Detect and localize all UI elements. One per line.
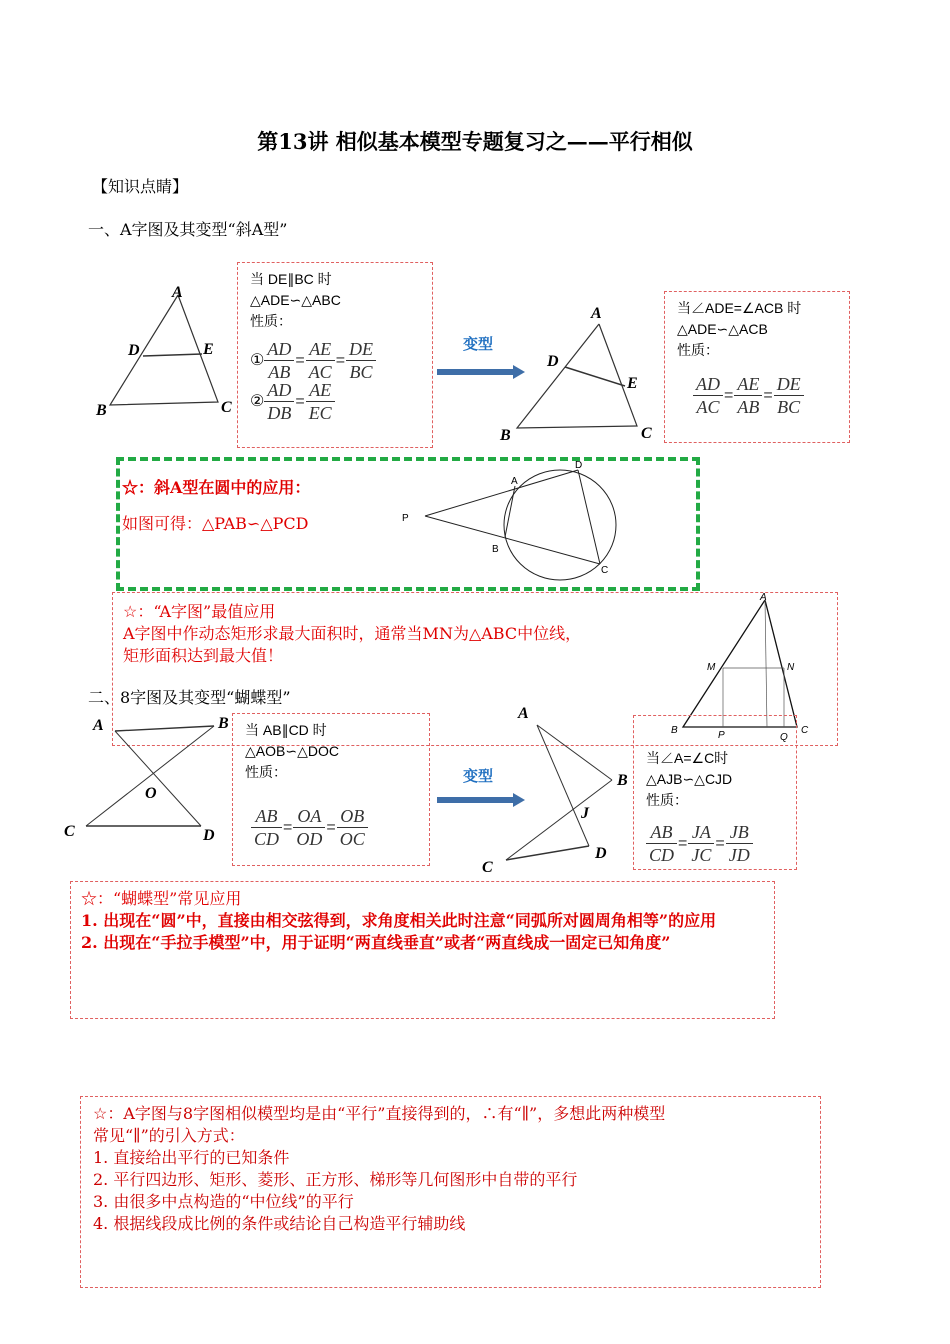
section-2-heading: 二、8字图及其变型“蝴蝶型” (88, 688, 291, 707)
point-label: J (581, 805, 589, 822)
butterfly-item-1: 1. 出现在“圆”中，直接由相交弦得到，求角度相关此时注意“同弧所对圆周角相等”的应用 (81, 911, 717, 930)
property-label: 性质： (677, 342, 719, 358)
transform-label-2: 变型 (463, 767, 494, 785)
circle-heading: ☆：斜A型在圆中的应用： (122, 478, 311, 497)
ratio-2: ② $\frac{AD}{DB}$ = $\frac{AE}{EC}$ (250, 379, 432, 424)
summary-item: 4. 根据线段成比例的条件或结论自己构造平行辅助线 (93, 1214, 466, 1233)
point-label: B (671, 725, 678, 736)
condition: 当∠A=∠C时 (646, 750, 729, 766)
point-label: O (145, 785, 157, 802)
a-shape-property-box (237, 262, 433, 448)
ratio: $\frac{AD}{AC}$ = $\frac{AE}{AB}$ = $\frac{DE}{BC}$ (693, 373, 849, 418)
point-label: D (203, 827, 215, 844)
similarity: △AJB∽△CJD (646, 771, 733, 787)
point-label: B (617, 772, 628, 789)
point-label: E (627, 375, 638, 392)
page-title: 第13讲 相似基本模型专题复习之——平行相似 (257, 129, 693, 154)
point-label: P (718, 730, 725, 741)
ratio-1: ① $\frac{AD}{AB}$ = $\frac{AE}{AC}$ = $\frac{DE}{BC}$ (250, 338, 432, 383)
summary-subheading: 常见“∥”的引入方式： (93, 1126, 245, 1145)
point-label: D (575, 460, 583, 471)
summary-item: 3. 由很多中点构造的“中位线”的平行 (93, 1192, 354, 1211)
butterfly-property-box (633, 715, 797, 870)
point-label: C (221, 399, 232, 416)
butterfly-heading: ☆：“蝴蝶型”常见应用 (81, 889, 242, 908)
butterfly-figure (475, 700, 645, 880)
8-shape-property-box (232, 713, 430, 866)
point-label: P (402, 513, 409, 524)
oblique-a-figure (495, 300, 665, 445)
similarity: △AOB∽△DOC (245, 743, 339, 759)
point-label: A (93, 717, 104, 734)
section-1-heading: 一、A字图及其变型“斜A型” (88, 220, 288, 239)
ratio: $\frac{AB}{CD}$ = $\frac{JA}{JC}$ = $\frac{JB}{JD}$ (646, 821, 796, 866)
point-label: A (518, 705, 529, 722)
property-label: 性质： (250, 313, 292, 329)
summary-item: 2. 平行四边形、矩形、菱形、正方形、梯形等几何图形中自带的平行 (93, 1170, 578, 1189)
summary-text: ☆：A字图与8字图相似模型均是由“平行”直接得到的，∴有“∥”，多想此两种模型 (93, 1104, 666, 1123)
point-label: C (482, 859, 493, 876)
point-label: B (218, 715, 229, 732)
point-label: N (787, 662, 795, 673)
summary-box (80, 1096, 821, 1288)
butterfly-item-2: 2. 出现在“手拉手模型”中，用于证明“两直线垂直”或者“两直线成一固定已知角度” (81, 933, 671, 952)
max-text-2: 矩形面积达到最大值！ (123, 646, 284, 665)
max-text-1: A字图中作动态矩形求最大面积时，通常当MN为△ABC中位线， (123, 624, 582, 643)
transform-label: 变型 (463, 335, 494, 353)
point-label: C (641, 425, 652, 442)
summary-item: 1. 直接给出平行的已知条件 (93, 1148, 290, 1167)
a-shape-figure (90, 280, 240, 425)
point-label: D (128, 342, 140, 359)
point-label: B (96, 402, 107, 419)
similarity: △ADE∽△ACB (677, 321, 768, 337)
condition: 当 DE∥BC 时 (250, 271, 332, 287)
point-label: D (547, 353, 559, 370)
max-heading: ☆：“A字图”最值应用 (123, 602, 276, 621)
point-label: E (203, 341, 214, 358)
point-label: C (64, 823, 75, 840)
ratio: $\frac{AB}{CD}$ = $\frac{OA}{OD}$ = $\frac{OB}{OC}$ (251, 805, 429, 850)
point-label: C (601, 565, 609, 576)
property-label: 性质： (646, 792, 688, 808)
point-label: B (492, 544, 499, 555)
point-label: C (801, 725, 809, 736)
point-label: D (595, 845, 607, 862)
oblique-a-property-box (664, 291, 850, 443)
point-label: A (591, 305, 602, 322)
point-label: A (760, 592, 767, 603)
point-label: A (172, 284, 183, 301)
property-label: 性质： (245, 764, 287, 780)
circle-figure (395, 458, 625, 583)
point-label: M (707, 662, 716, 673)
point-label: B (500, 427, 511, 444)
point-label: Q (780, 732, 788, 743)
section-tag: 【知识点睛】 (92, 177, 189, 196)
butterfly-application-box (70, 881, 775, 1019)
point-label: A (511, 476, 518, 487)
condition: 当∠ADE=∠ACB 时 (677, 300, 802, 316)
similarity: △ADE∽△ABC (250, 292, 341, 308)
circle-conclusion: 如图可得：△PAB∽△PCD (122, 514, 309, 533)
condition: 当 AB∥CD 时 (245, 722, 327, 738)
8-shape-figure (60, 710, 230, 845)
